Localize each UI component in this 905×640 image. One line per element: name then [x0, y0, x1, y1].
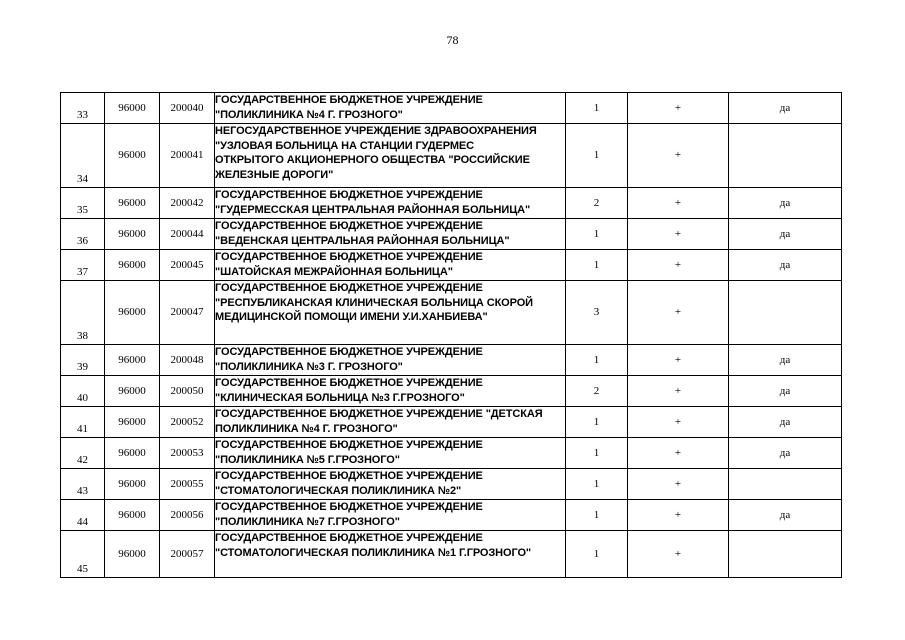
region-code: 96000	[105, 438, 160, 469]
quantity-cell: 2	[566, 376, 628, 407]
plus-mark: +	[628, 500, 729, 531]
yes-mark: да	[729, 345, 842, 376]
organization-name: ГОСУДАРСТВЕННОЕ БЮДЖЕТНОЕ УЧРЕЖДЕНИЕ "ПОЛИКЛИНИКА №5 Г.ГРОЗНОГО"	[215, 438, 566, 469]
organization-name: НЕГОСУДАРСТВЕННОЕ УЧРЕЖДЕНИЕ ЗДРАВООХРАНЕНИЯ "УЗЛОВАЯ БОЛЬНИЦА НА СТАНЦИИ ГУДЕРМЕС ОТКРЫТОГО АКЦИОНЕРНОГО ОБЩЕСТВА "РОССИЙСКИЕ ЖЕЛЕЗНЫЕ ДОРОГИ"	[215, 124, 566, 188]
registry-table-body	[61, 93, 842, 578]
quantity-cell: 1	[566, 438, 628, 469]
region-code: 96000	[105, 124, 160, 188]
organization-name: ГОСУДАРСТВЕННОЕ БЮДЖЕТНОЕ УЧРЕЖДЕНИЕ "КЛИНИЧЕСКАЯ БОЛЬНИЦА №3 Г.ГРОЗНОГО"	[215, 376, 566, 407]
row-number-text: 38	[77, 329, 88, 342]
table-row	[61, 250, 842, 281]
organization-name: ГОСУДАРСТВЕННОЕ БЮДЖЕТНОЕ УЧРЕЖДЕНИЕ "РЕСПУБЛИКАНСКАЯ КЛИНИЧЕСКАЯ БОЛЬНИЦА СКОРОЙ МЕДИЦИНСКОЙ ПОМОЩИ ИМЕНИ У.И.ХАНБИЕВА"	[215, 281, 566, 345]
table-row	[61, 500, 842, 531]
plus-mark: +	[628, 93, 729, 124]
registry-id: 200044	[160, 219, 215, 250]
row-number-text: 34	[77, 172, 88, 185]
plus-mark: +	[628, 250, 729, 281]
region-code: 96000	[105, 469, 160, 500]
plus-mark: +	[628, 407, 729, 438]
row-number-text: 35	[77, 203, 88, 216]
table-row	[61, 281, 842, 345]
registry-id: 200041	[160, 124, 215, 188]
registry-id: 200057	[160, 531, 215, 578]
row-number	[61, 281, 105, 345]
row-number	[61, 345, 105, 376]
row-number	[61, 124, 105, 188]
row-number	[61, 219, 105, 250]
organization-name: ГОСУДАРСТВЕННОЕ БЮДЖЕТНОЕ УЧРЕЖДЕНИЕ "ВЕДЕНСКАЯ ЦЕНТРАЛЬНАЯ РАЙОННАЯ БОЛЬНИЦА"	[215, 219, 566, 250]
organization-name: ГОСУДАРСТВЕННОЕ БЮДЖЕТНОЕ УЧРЕЖДЕНИЕ "ПОЛИКЛИНИКА №3 Г. ГРОЗНОГО"	[215, 345, 566, 376]
quantity-cell: 1	[566, 124, 628, 188]
yes-mark: да	[729, 188, 842, 219]
row-number	[61, 531, 105, 578]
row-number-text: 36	[77, 234, 88, 247]
row-number-text: 43	[77, 484, 88, 497]
registry-id: 200048	[160, 345, 215, 376]
row-number	[61, 250, 105, 281]
quantity-cell: 1	[566, 345, 628, 376]
plus-mark: +	[628, 188, 729, 219]
yes-mark: да	[729, 407, 842, 438]
plus-mark: +	[628, 531, 729, 578]
row-number-text: 37	[77, 265, 88, 278]
table-row	[61, 188, 842, 219]
region-code: 96000	[105, 376, 160, 407]
table-row	[61, 407, 842, 438]
organization-name: ГОСУДАРСТВЕННОЕ БЮДЖЕТНОЕ УЧРЕЖДЕНИЕ "ПОЛИКЛИНИКА №7 Г.ГРОЗНОГО"	[215, 500, 566, 531]
yes-mark: да	[729, 376, 842, 407]
row-number-text: 45	[77, 562, 88, 575]
yes-mark	[729, 124, 842, 188]
region-code: 96000	[105, 219, 160, 250]
quantity-cell: 1	[566, 407, 628, 438]
yes-mark	[729, 531, 842, 578]
row-number	[61, 188, 105, 219]
quantity-cell: 1	[566, 500, 628, 531]
table-row	[61, 93, 842, 124]
table-row	[61, 124, 842, 188]
table-row	[61, 438, 842, 469]
row-number-text: 44	[77, 515, 88, 528]
registry-id: 200056	[160, 500, 215, 531]
organization-name: ГОСУДАРСТВЕННОЕ БЮДЖЕТНОЕ УЧРЕЖДЕНИЕ "ПОЛИКЛИНИКА №4 Г. ГРОЗНОГО"	[215, 93, 566, 124]
row-number	[61, 407, 105, 438]
table-row	[61, 219, 842, 250]
plus-mark: +	[628, 345, 729, 376]
yes-mark	[729, 281, 842, 345]
registry-id: 200047	[160, 281, 215, 345]
organization-name: ГОСУДАРСТВЕННОЕ БЮДЖЕТНОЕ УЧРЕЖДЕНИЕ "ГУДЕРМЕССКАЯ ЦЕНТРАЛЬНАЯ РАЙОННАЯ БОЛЬНИЦА"	[215, 188, 566, 219]
table-row	[61, 376, 842, 407]
quantity-cell: 1	[566, 219, 628, 250]
row-number-text: 42	[77, 453, 88, 466]
quantity-cell: 2	[566, 188, 628, 219]
yes-mark	[729, 469, 842, 500]
yes-mark: да	[729, 219, 842, 250]
quantity-cell: 1	[566, 250, 628, 281]
organization-name: ГОСУДАРСТВЕННОЕ БЮДЖЕТНОЕ УЧРЕЖДЕНИЕ "ШАТОЙСКАЯ МЕЖРАЙОННАЯ БОЛЬНИЦА"	[215, 250, 566, 281]
plus-mark: +	[628, 438, 729, 469]
quantity-cell: 3	[566, 281, 628, 345]
plus-mark: +	[628, 219, 729, 250]
quantity-cell: 1	[566, 469, 628, 500]
row-number	[61, 438, 105, 469]
registry-id: 200055	[160, 469, 215, 500]
quantity-cell: 1	[566, 531, 628, 578]
table-row	[61, 345, 842, 376]
registry-id: 200050	[160, 376, 215, 407]
region-code: 96000	[105, 188, 160, 219]
row-number	[61, 93, 105, 124]
region-code: 96000	[105, 345, 160, 376]
yes-mark: да	[729, 438, 842, 469]
row-number-text: 39	[77, 360, 88, 373]
region-code: 96000	[105, 250, 160, 281]
yes-mark: да	[729, 93, 842, 124]
region-code: 96000	[105, 281, 160, 345]
region-code: 96000	[105, 407, 160, 438]
plus-mark: +	[628, 124, 729, 188]
plus-mark: +	[628, 281, 729, 345]
plus-mark: +	[628, 469, 729, 500]
row-number	[61, 500, 105, 531]
table-row	[61, 531, 842, 578]
region-code: 96000	[105, 500, 160, 531]
registry-id: 200052	[160, 407, 215, 438]
registry-id: 200045	[160, 250, 215, 281]
organization-name: ГОСУДАРСТВЕННОЕ БЮДЖЕТНОЕ УЧРЕЖДЕНИЕ "СТОМАТОЛОГИЧЕСКАЯ ПОЛИКЛИНИКА №2"	[215, 469, 566, 500]
row-number-text: 40	[77, 391, 88, 404]
plus-mark: +	[628, 376, 729, 407]
row-number	[61, 376, 105, 407]
quantity-cell: 1	[566, 93, 628, 124]
row-number	[61, 469, 105, 500]
registry-id: 200053	[160, 438, 215, 469]
row-number-text: 41	[77, 422, 88, 435]
organization-name: ГОСУДАРСТВЕННОЕ БЮДЖЕТНОЕ УЧРЕЖДЕНИЕ "ДЕТСКАЯ ПОЛИКЛИНИКА №4 Г. ГРОЗНОГО"	[215, 407, 566, 438]
table-row	[61, 469, 842, 500]
organization-name: ГОСУДАРСТВЕННОЕ БЮДЖЕТНОЕ УЧРЕЖДЕНИЕ "СТОМАТОЛОГИЧЕСКАЯ ПОЛИКЛИНИКА №1 Г.ГРОЗНОГО"	[215, 531, 566, 578]
row-number-text: 33	[77, 108, 88, 121]
registry-id: 200040	[160, 93, 215, 124]
registry-table	[60, 92, 842, 578]
region-code: 96000	[105, 93, 160, 124]
page-number: 78	[446, 33, 459, 47]
yes-mark: да	[729, 250, 842, 281]
region-code: 96000	[105, 531, 160, 578]
yes-mark: да	[729, 500, 842, 531]
registry-id: 200042	[160, 188, 215, 219]
